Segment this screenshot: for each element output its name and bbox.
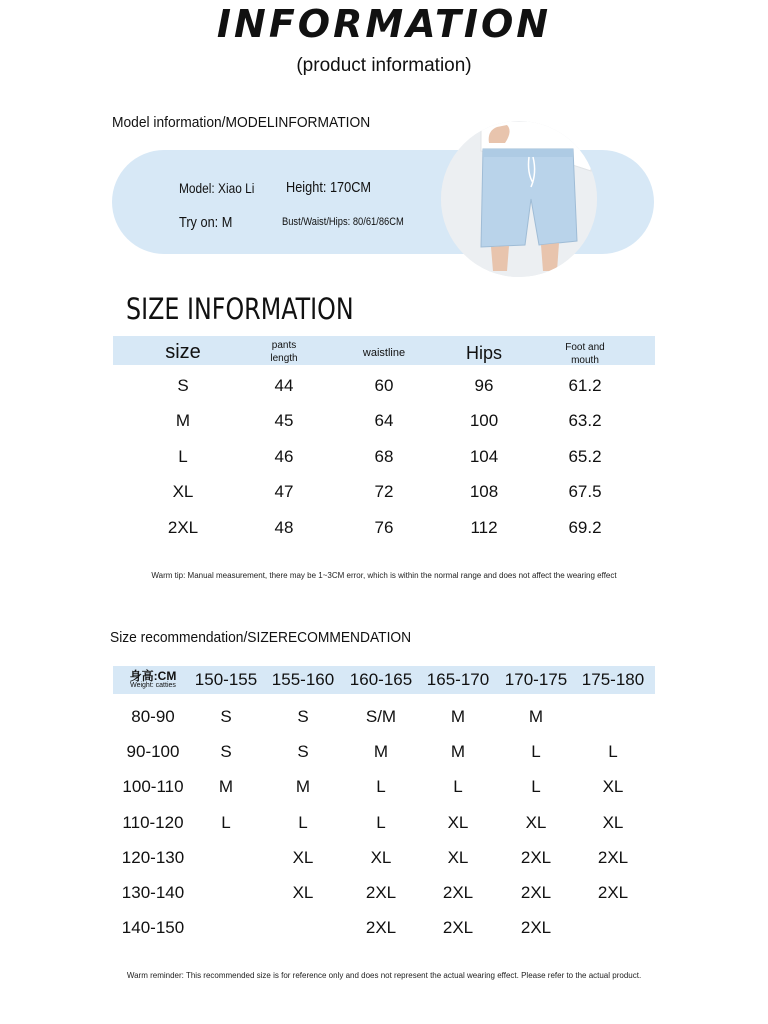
size-table-cell: 60 xyxy=(374,376,394,395)
recommend-weight-label: 90-100 xyxy=(126,742,180,762)
recommend-weight-label: 110-120 xyxy=(122,812,184,832)
page-title: INFORMATION xyxy=(216,2,552,46)
model-try-on: Try on: M xyxy=(179,214,233,231)
size-label: L xyxy=(178,446,188,466)
size-table-cell: 64 xyxy=(374,411,394,431)
recommend-size-cell: 2XL xyxy=(597,883,629,902)
recommend-weight-label: 140-150 xyxy=(121,918,185,938)
recommend-size-cell: L xyxy=(376,812,386,832)
recommend-size-cell: XL xyxy=(447,812,469,832)
shorts-icon xyxy=(441,121,597,277)
recommend-size-cell: S xyxy=(297,742,309,762)
recommend-size-cell: L xyxy=(298,812,308,832)
recommend-size-cell: S/M xyxy=(365,707,397,726)
recommend-height-header: 170-175 xyxy=(504,670,568,689)
recommend-size-cell: 2XL xyxy=(520,918,552,938)
size-table-cell: 45 xyxy=(274,411,294,431)
recommend-size-cell: 2XL xyxy=(520,883,552,902)
shorts-product-photo xyxy=(441,121,597,277)
recommend-size-cell: XL xyxy=(447,847,469,867)
size-table-cell: 69.2 xyxy=(568,517,602,537)
recommend-weight-label: 120-130 xyxy=(121,847,185,867)
recommend-corner-height: 身高:CM xyxy=(129,669,177,683)
recommend-size-cell: XL xyxy=(370,847,392,867)
recommend-size-cell: XL xyxy=(292,847,314,867)
size-table-cell: 67.5 xyxy=(568,482,602,502)
recommend-size-cell: XL xyxy=(292,883,314,902)
size-table-cell: 100 xyxy=(469,411,499,431)
size-table-cell: 47 xyxy=(274,482,294,502)
recommend-height-header: 160-165 xyxy=(349,670,413,689)
size-label: XL xyxy=(172,482,194,502)
recommend-height-header: 165-170 xyxy=(426,670,490,689)
model-measurements: Bust/Waist/Hips: 80/61/86CM xyxy=(282,216,404,228)
size-header-size: size xyxy=(165,341,201,363)
recommend-size-cell: M xyxy=(295,777,311,797)
size-warm-tip: Warm tip: Manual measurement, there may be 1~3CM error, which is within the normal range and does not affect the wearing effect xyxy=(151,571,617,580)
recommend-corner-weight: Weight: catties xyxy=(130,682,176,689)
size-header-hips: Hips xyxy=(465,343,502,363)
recommend-size-cell: S xyxy=(297,707,309,726)
recommend-size-cell: M xyxy=(450,707,466,726)
size-table-cell: 44 xyxy=(274,376,294,395)
size-header-waistline: waistline xyxy=(362,347,406,359)
recommend-size-cell: M xyxy=(218,777,234,797)
model-section-title: Model information/MODELINFORMATION xyxy=(112,114,371,131)
recommend-weight-label: 80-90 xyxy=(131,707,175,726)
recommend-height-header: 155-160 xyxy=(271,670,335,689)
recommend-size-cell: L xyxy=(376,777,386,797)
recommend-size-cell: M xyxy=(528,707,544,726)
size-table-cell: 108 xyxy=(469,482,499,502)
recommend-size-cell: 2XL xyxy=(442,883,474,902)
size-table-cell: 96 xyxy=(474,376,494,395)
recommend-size-cell: XL xyxy=(602,777,624,797)
size-table-cell: 46 xyxy=(274,446,294,466)
recommend-weight-label: 100-110 xyxy=(122,777,184,797)
recommend-section-title: Size recommendation/SIZERECOMMENDATION xyxy=(110,629,412,646)
size-table-cell: 76 xyxy=(374,517,394,537)
recommend-size-cell: L xyxy=(608,742,618,762)
size-header-foot-mouth: Foot and mouth xyxy=(565,342,605,366)
size-table-cell: 68 xyxy=(374,446,394,466)
size-label: S xyxy=(177,376,189,395)
size-label: M xyxy=(175,411,191,431)
recommend-size-cell: 2XL xyxy=(365,918,397,938)
size-table-cell: 112 xyxy=(470,517,498,537)
recommend-height-header: 150-155 xyxy=(194,670,258,689)
recommend-size-cell: XL xyxy=(602,812,624,832)
recommend-size-cell: L xyxy=(531,777,541,797)
recommend-size-cell: 2XL xyxy=(365,883,397,902)
model-height: Height: 170CM xyxy=(286,179,372,196)
recommend-size-cell: L xyxy=(531,742,541,762)
page-subtitle: (product information) xyxy=(296,55,472,76)
recommend-warm-reminder: Warm reminder: This recommended size is for reference only and does not represent the actual wearing effect. Please refer to the actual product. xyxy=(126,971,642,980)
recommend-size-cell: 2XL xyxy=(597,847,629,867)
size-info-title: SIZE INFORMATION xyxy=(126,292,354,326)
recommend-size-cell: S xyxy=(220,742,232,762)
recommend-size-cell: XL xyxy=(525,812,547,832)
size-table-cell: 63.2 xyxy=(568,411,602,431)
recommend-weight-label: 130-140 xyxy=(121,883,185,902)
size-label: 2XL xyxy=(167,517,199,537)
recommend-size-cell: L xyxy=(453,777,463,797)
recommend-size-cell: S xyxy=(220,707,232,726)
recommend-size-cell: 2XL xyxy=(442,918,474,938)
recommend-size-cell: 2XL xyxy=(520,847,552,867)
size-table-cell: 104 xyxy=(469,446,499,466)
size-table-cell: 61.2 xyxy=(568,376,602,395)
size-table-cell: 72 xyxy=(374,482,394,502)
recommend-size-cell: M xyxy=(373,742,389,762)
size-table-cell: 65.2 xyxy=(568,446,602,466)
size-header-pants-length: pants length xyxy=(270,340,298,364)
model-name: Model: Xiao Li xyxy=(179,180,255,196)
size-table-cell: 48 xyxy=(274,517,294,537)
recommend-size-cell: M xyxy=(450,742,466,762)
recommend-height-header: 175-180 xyxy=(581,670,645,689)
recommend-size-cell: L xyxy=(221,812,231,832)
